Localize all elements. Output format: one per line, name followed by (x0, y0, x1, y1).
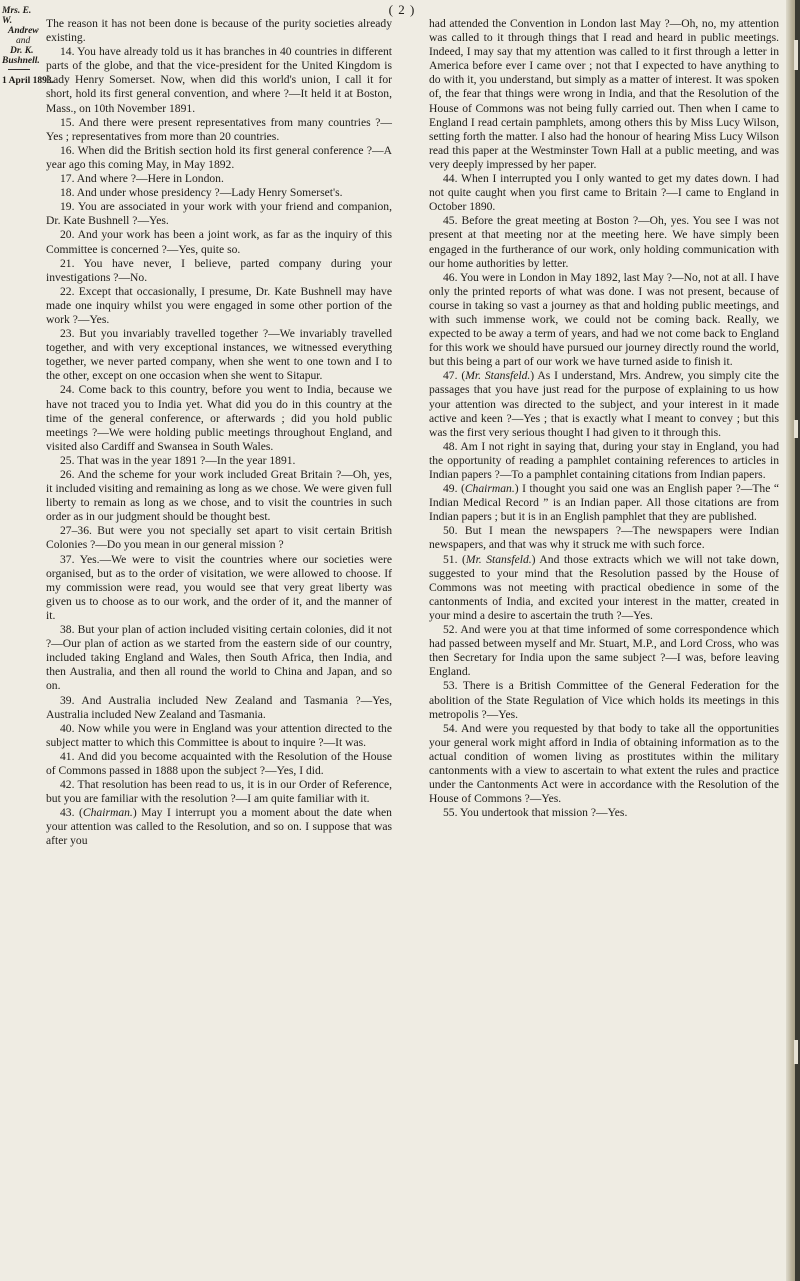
margin-witness-line-3: and (16, 36, 31, 46)
left-column-paragraph: 39. And Australia included New Zealand and Tasmania ?—Yes, Australia included New Zealand and Tasmania. (46, 693, 392, 721)
margin-note (2, 6, 54, 86)
left-column-paragraph: 43. (Chairman.) May I interrupt you a moment about the date when your attention was called to the Resolution, and so on. I suppose that was after you (46, 806, 392, 848)
left-column-paragraph: 18. And under whose presidency ?—Lady Henry Somerset's. (60, 186, 343, 200)
page-edge-strip (795, 0, 800, 1281)
left-column-paragraph: 25. That was in the year 1891 ?—In the year 1891. (60, 453, 296, 467)
left-column-paragraph: 37. Yes.—We were to visit the countries where our societies were organised, but as to the order of visitation, we were allowed to choose. If my commission were read, you would see that very great liberty was given us to choose as to our work, and the order of it, and the manner of it. (46, 552, 392, 622)
right-column-paragraph: had attended the Convention in London last May ?—Oh, no, my attention was called to it through things that I read and heard in public meetings. Indeed, I may say that my attention was called to it first through a letter in America before ever I came over ; not that I expected to have anything to do with it, you understand, but simply as a matter of interest. It was spoken of, the fear that things were wrong in India, and that the Resolution of the House of Commons was not being fully carried out. Then when I came to England I read certain pamphlets, among others this by Miss Lucy Wilson, setting forth the matter. I also had the honour of hearing Miss Lucy Wilson read this paper at the Westminster Town Hall at a public meeting, and was very deeply impressed by her paper. (429, 17, 779, 171)
left-column-paragraph: 42. That resolution has been read to us, it is in our Order of Reference, but you are familiar with the resolution ?—I am quite familiar with it. (46, 778, 392, 806)
right-column-paragraph: 49. (Chairman.) I thought you said one was an English paper ?—The “ Indian Medical Record ” is an Indian paper. All those citations are from Indian papers ; but it is in an English pamphlet that they are published. (429, 482, 779, 524)
right-column-paragraph: 47. (Mr. Stansfeld.) As I understand, Mrs. Andrew, you simply cite the passages that you have just read for the purpose of explaining to us how your attention was directed to the subject, and your interest in it made active and keen ?—Yes ; that is exactly what I meant to convey ; but this was the first very serious thought I had given to it through this. (429, 369, 779, 439)
left-column-paragraph: 24. Come back to this country, before you went to India, because we have not traced you to India yet. What did you do in this country at the time of the general conference, or afterwards ; did you hold public meetings ?—We were holding public meetings throughout England, and visited also Cardiff and Swansea in South Wales. (46, 383, 392, 453)
left-column-paragraph: 23. But you invariably travelled together ?—We invariably travelled together, and with very exceptional instances, we witnessed everything together, we never parted company, when she went to one town and I to the other, except on one occasion when she went to Sitapur. (46, 327, 392, 383)
right-column-paragraph: 53. There is a British Committee of the General Federation for the abolition of the State Regulation of Vice which holds its meetings in this metropolis ?—Yes. (429, 679, 779, 721)
page-edge-tab (794, 420, 798, 438)
right-column-paragraph: 45. Before the great meeting at Boston ?—Oh, yes. You see I was not present at that meeting nor at the meeting here. We have simply been engaged in the furtherance of our work, only holding communication with our home authorities by letter. (429, 214, 779, 270)
left-column-paragraph: 27–36. But were you not specially set apart to visit certain British Colonies ?—Do you mean in our general mission ? (46, 524, 392, 552)
right-column-paragraph: 51. (Mr. Stansfeld.) And those extracts which we will not take down, suggested to your mind that the Resolution passed by the House of Commons was not meeting with practical obedience in some of the cantonments of India, and excited your interest in the matter, created in your mind a desire to ascertain the truth ?—Yes. (429, 552, 779, 622)
right-column-paragraph: 52. And were you at that time informed of some correspondence which had passed between myself and Mr. Stuart, M.P., and Lord Cross, who was then Secretary for India upon the same subject ?—I was, before leaving England. (429, 623, 779, 679)
margin-witness-line-2: Andrew (8, 26, 39, 36)
left-column-paragraph: 26. And the scheme for your work included Great Britain ?—Oh, yes, it included visiting and remaining as long as we chose. We were given full liberty to remain as long as we chose, and to visit the countries in such order as in our judgment should be thought best. (46, 468, 392, 524)
right-column-paragraph: 44. When I interrupted you I only wanted to get my dates down. I had not quite caught when you first came to Britain ?—I came to England in October 1890. (429, 172, 779, 214)
right-column-paragraph: 55. You undertook that mission ?—Yes. (443, 806, 628, 820)
right-column-paragraph: 50. But I mean the newspapers ?—The newspapers were Indian newspapers, and that was why it struck me with such force. (429, 524, 779, 552)
page-number: ( 2 ) (388, 2, 416, 17)
left-column-paragraph: 21. You have never, I believe, parted company during your investigations ?—No. (46, 256, 392, 284)
left-column-paragraph: 41. And did you become acquainted with the Resolution of the House of Commons passed in 1888 upon the subject ?—Yes, I did. (46, 749, 392, 777)
margin-witness-line-4: Dr. K. (10, 46, 34, 56)
margin-witness-line-1: Mrs. E. W. (2, 6, 32, 26)
left-column (46, 17, 392, 849)
left-column-paragraph: 15. And there were present representatives from many countries ?—Yes ; representatives from more than 20 countries. (46, 115, 392, 143)
left-column-paragraph: 16. When did the British section hold its first general conference ?—A year ago this coming May, in May 1892. (46, 143, 392, 171)
page-edge-tab (794, 40, 798, 70)
left-column-paragraph: 20. And your work has been a joint work, as far as the inquiry of this Committee is concerned ?—Yes, quite so. (46, 228, 392, 256)
right-column (429, 17, 779, 820)
right-column-paragraph: 54. And were you requested by that body to take all the opportunities your general work might afford in India of obtaining information as to the actual condition of women living as prostitutes within the military cantonments with a view to ascertain to what extent the rules and practice under the Cantonments Act were in accordance with the Resolution of the House of Commons ?—Yes. (429, 721, 779, 806)
page-edge-shadow (786, 0, 800, 1281)
margin-rule (8, 69, 30, 70)
page-edge-tab (794, 1040, 798, 1064)
left-column-paragraph: 14. You have already told us it has branches in 40 countries in different parts of the globe, and that the vice-president for the United Kingdom is Lady Henry Somerset. Now, when did this world's union, I call it for short, hold its first general convention, and where ?—It held it at Boston, Mass., on 10th November 1891. (46, 45, 392, 115)
left-column-paragraph: 40. Now while you were in England was your attention directed to the subject matter to which this Committee is about to inquire ?—It was. (46, 721, 392, 749)
left-column-paragraph: The reason it has not been done is because of the purity societies already existing. (46, 17, 392, 45)
left-column-paragraph: 38. But your plan of action included visiting certain colonies, did it not ?—Our plan of action as we started from the eastern side of our country, included taking England and Wales, then South Africa, then India, and then Australia, and then all round the world to China and Japan, and so on. (46, 623, 392, 693)
left-column-paragraph: 22. Except that occasionally, I presume, Dr. Kate Bushnell may have made one inquiry whilst you were engaged in some other portion of the work ?—Yes. (46, 284, 392, 326)
right-column-paragraph: 48. Am I not right in saying that, during your stay in England, you had the opportunity of reading a pamphlet containing references to articles in Indian papers ?—To a pamphlet containing citations from Indian papers. (429, 439, 779, 481)
margin-date: 1 April 1893. (2, 76, 54, 86)
left-column-paragraph: 17. And where ?—Here in London. (60, 172, 224, 186)
right-column-paragraph: 46. You were in London in May 1892, last May ?—No, not at all. I have only the printed reports of what was done. I was not present, because of course in taking so vast a journey as that and holding public meetings, and with such immense work, we could not be coming back. Really, we expected to be away a term of years, and had we not come back to England for this work we should have pursued our journey directly round the world, but this being a part of our work we have turned aside to finish it. (429, 270, 779, 369)
left-column-paragraph: 19. You are associated in your work with your friend and companion, Dr. Kate Bushnell ?—Yes. (46, 200, 392, 228)
margin-witness-line-5: Bushnell. (2, 56, 40, 66)
